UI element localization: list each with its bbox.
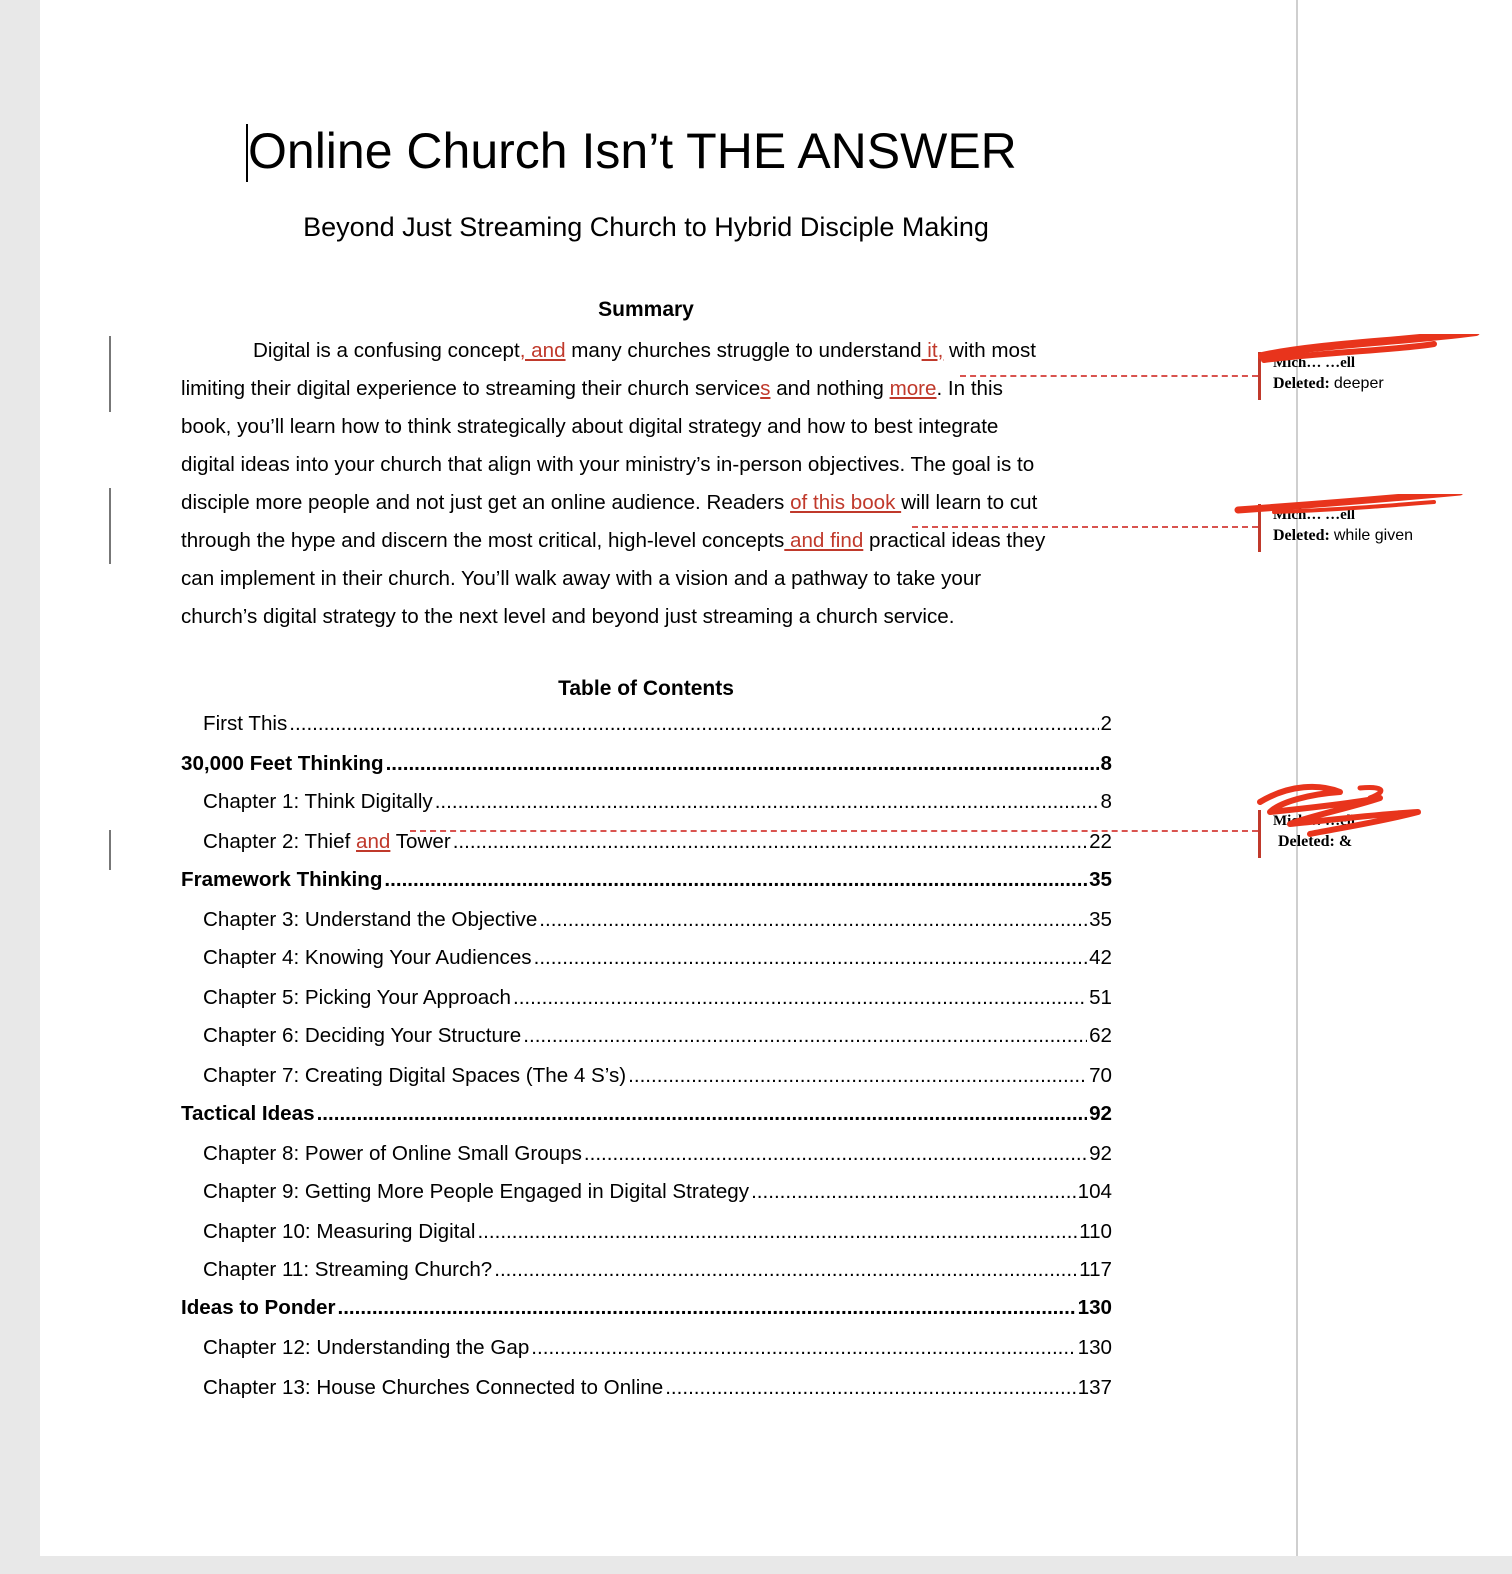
- redaction-scribble: [1250, 778, 1430, 842]
- toc-entry-label: Chapter 6: Deciding Your Structure: [203, 1024, 522, 1047]
- tracked-insertion: , and: [519, 339, 566, 362]
- summary-paragraph[interactable]: [181, 332, 1111, 636]
- toc-entry[interactable]: [181, 1296, 1112, 1334]
- tracked-insertion: of this book: [790, 491, 902, 514]
- toc-entry[interactable]: [203, 1064, 1112, 1102]
- toc-entry[interactable]: [203, 1024, 1112, 1062]
- toc-entry-label: [203, 830, 451, 854]
- toc-page-number: 104: [1077, 1180, 1112, 1203]
- deleted-label: Deleted:: [1273, 527, 1330, 544]
- toc-page-number: 92: [1089, 1142, 1112, 1165]
- summary-text: digital ideas into your church that align with your ministry’s in-person objectives. The goal is to: [181, 453, 1035, 476]
- toc-page-number: 92: [1089, 1102, 1112, 1125]
- toc-page-number: 2: [1100, 712, 1112, 735]
- toc-page-number: 130: [1077, 1336, 1112, 1359]
- summary-text: with most: [943, 339, 1037, 362]
- toc-leader-dots: [317, 1102, 1088, 1126]
- toc-entry-label: Chapter 1: Think Digitally: [203, 790, 433, 813]
- change-bar: [109, 830, 111, 870]
- redaction-scribble: [1258, 334, 1498, 370]
- toc-leader-dots: [531, 1336, 1075, 1360]
- toc-leader-dots: [523, 1024, 1087, 1048]
- summary-line: [181, 560, 1111, 598]
- toc-entry[interactable]: [203, 908, 1112, 946]
- summary-text: limiting their digital experience to streaming their church service: [181, 377, 761, 400]
- summary-text: . In this: [936, 377, 1003, 400]
- toc-leader-dots: [665, 1376, 1075, 1400]
- change-bar: [109, 336, 111, 412]
- toc-entry-label: First This: [203, 712, 288, 735]
- toc-leader-dots: [534, 946, 1087, 970]
- toc-page-number: 8: [1100, 752, 1112, 775]
- toc-leader-dots: [435, 790, 1099, 814]
- summary-line: [181, 446, 1111, 484]
- toc-label-text: Chapter 2: Thief: [203, 830, 357, 853]
- toc-page-number: 130: [1077, 1296, 1112, 1319]
- toc-page-number: 70: [1089, 1064, 1112, 1087]
- summary-text: book, you’ll learn how to think strategically about digital strategy and how to best integrate: [181, 415, 999, 438]
- toc-page-number: 51: [1089, 986, 1112, 1009]
- summary-line: [181, 332, 1111, 370]
- toc-entry-label: Chapter 5: Picking Your Approach: [203, 986, 511, 1009]
- deleted-text: while given: [1333, 527, 1414, 544]
- toc-entry[interactable]: [203, 986, 1112, 1024]
- toc-entry-label: Chapter 11: Streaming Church?: [203, 1258, 493, 1281]
- toc-leader-dots: [494, 1258, 1077, 1282]
- toc-leader-dots: [513, 986, 1087, 1010]
- tracked-insertion: more: [889, 377, 937, 400]
- summary-text: Digital is a confusing concept: [253, 339, 520, 362]
- toc-entry-label: Chapter 4: Knowing Your Audiences: [203, 946, 532, 969]
- toc-leader-dots: [584, 1142, 1087, 1166]
- toc-entry[interactable]: [203, 830, 1112, 868]
- toc-entry[interactable]: [181, 752, 1112, 790]
- toc-page-number: 117: [1079, 1258, 1112, 1281]
- toc-page-number: 110: [1079, 1220, 1112, 1243]
- toc-entry[interactable]: [203, 1180, 1112, 1218]
- toc-page-number: 62: [1089, 1024, 1112, 1047]
- tracked-insertion: s: [760, 377, 771, 400]
- toc-page-number: 22: [1089, 830, 1112, 853]
- document-subtitle[interactable]: Beyond Just Streaming Church to Hybrid Disciple Making: [303, 212, 989, 242]
- toc-page-number: 42: [1089, 946, 1112, 969]
- toc-entry[interactable]: [181, 868, 1112, 906]
- toc-entry-label: Ideas to Ponder: [181, 1296, 336, 1319]
- toc-page-number: 8: [1100, 790, 1112, 813]
- deleted-text: deeper: [1333, 375, 1384, 392]
- change-bar: [109, 488, 111, 564]
- toc-entry[interactable]: [203, 790, 1112, 828]
- summary-line: [181, 598, 1111, 636]
- deleted-label: Deleted:: [1273, 375, 1330, 392]
- toc-entry-label: Chapter 9: Getting More People Engaged in Digital Strategy: [203, 1180, 750, 1203]
- comment-deleted: [1273, 527, 1413, 545]
- redaction-scribble: [1234, 494, 1470, 520]
- toc-leader-dots: [477, 1220, 1077, 1244]
- toc-entry-label: 30,000 Feet Thinking: [181, 752, 384, 775]
- toc-entry-label: Chapter 12: Understanding the Gap: [203, 1336, 530, 1359]
- toc-entry[interactable]: [181, 1102, 1112, 1140]
- toc-entry-label: Chapter 3: Understand the Objective: [203, 908, 538, 931]
- comment-connector: [960, 375, 1258, 377]
- summary-text: can implement in their church. You’ll walk away with a vision and a pathway to take your: [181, 567, 982, 590]
- toc-entry-label: Tactical Ideas: [181, 1102, 315, 1125]
- summary-line: [181, 408, 1111, 446]
- toc-leader-dots: [386, 752, 1099, 776]
- toc-page-number: 137: [1077, 1376, 1112, 1399]
- comment-deleted: [1273, 375, 1384, 393]
- toc-page-number: 35: [1089, 908, 1112, 931]
- document-title[interactable]: Online Church Isn’t THE ANSWER: [248, 123, 1017, 179]
- summary-heading[interactable]: Summary: [598, 298, 694, 321]
- toc-entry[interactable]: [203, 1142, 1112, 1180]
- toc-leader-dots: [337, 1296, 1075, 1320]
- toc-leader-dots: [751, 1180, 1076, 1204]
- comment-balloon[interactable]: [1258, 810, 1498, 858]
- toc-entry-label: Chapter 8: Power of Online Small Groups: [203, 1142, 582, 1165]
- summary-text: will learn to cut: [901, 491, 1038, 514]
- toc-entry-label: Chapter 13: House Churches Connected to Online: [203, 1376, 664, 1399]
- comment-author: Mich… …ell: [1273, 813, 1356, 829]
- toc-entry[interactable]: [203, 1258, 1112, 1296]
- summary-text: disciple more people and not just get an online audience. Readers: [181, 491, 791, 514]
- toc-entry[interactable]: [203, 1376, 1112, 1414]
- toc-page-number: 35: [1089, 868, 1112, 891]
- comment-balloon[interactable]: [1258, 504, 1498, 552]
- toc-leader-dots: [628, 1064, 1087, 1088]
- toc-label-text: Tower: [390, 830, 451, 853]
- summary-line: [181, 484, 1111, 522]
- summary-text: through the hype and discern the most critical, high-level concepts: [181, 529, 785, 552]
- comment-author: Mich… …ell: [1273, 507, 1356, 523]
- toc-entry[interactable]: [203, 1336, 1112, 1374]
- tracked-insertion: and: [356, 830, 391, 853]
- summary-text: and nothing: [770, 377, 890, 400]
- summary-text: practical ideas they: [863, 529, 1046, 552]
- toc-leader-dots: [539, 908, 1087, 932]
- deleted-label: Deleted:: [1278, 833, 1335, 850]
- toc-entry-label: Chapter 10: Measuring Digital: [203, 1220, 476, 1243]
- toc-entry[interactable]: [203, 946, 1112, 984]
- toc-heading[interactable]: Table of Contents: [558, 677, 734, 700]
- workspace-background-bottom: [0, 1556, 1512, 1574]
- tracked-insertion: it,: [921, 339, 944, 362]
- comment-connector: [912, 526, 1258, 528]
- toc-entry-label: Framework Thinking: [181, 868, 383, 891]
- toc-leader-dots: [384, 868, 1087, 892]
- deleted-text: &: [1338, 833, 1353, 850]
- summary-text: church’s digital strategy to the next level and beyond just streaming a church service.: [181, 605, 955, 628]
- summary-text: many churches struggle to understand: [565, 339, 922, 362]
- toc-leader-dots: [289, 712, 1098, 736]
- toc-leader-dots: [453, 830, 1087, 854]
- toc-entry-label: Chapter 7: Creating Digital Spaces (The 4 S’s): [203, 1064, 627, 1087]
- comment-balloon[interactable]: [1258, 352, 1498, 400]
- comment-author: Mich… …ell: [1273, 355, 1356, 371]
- tracked-insertion: and find: [784, 529, 864, 552]
- toc-entry[interactable]: [203, 712, 1112, 750]
- toc-entry[interactable]: [203, 1220, 1112, 1258]
